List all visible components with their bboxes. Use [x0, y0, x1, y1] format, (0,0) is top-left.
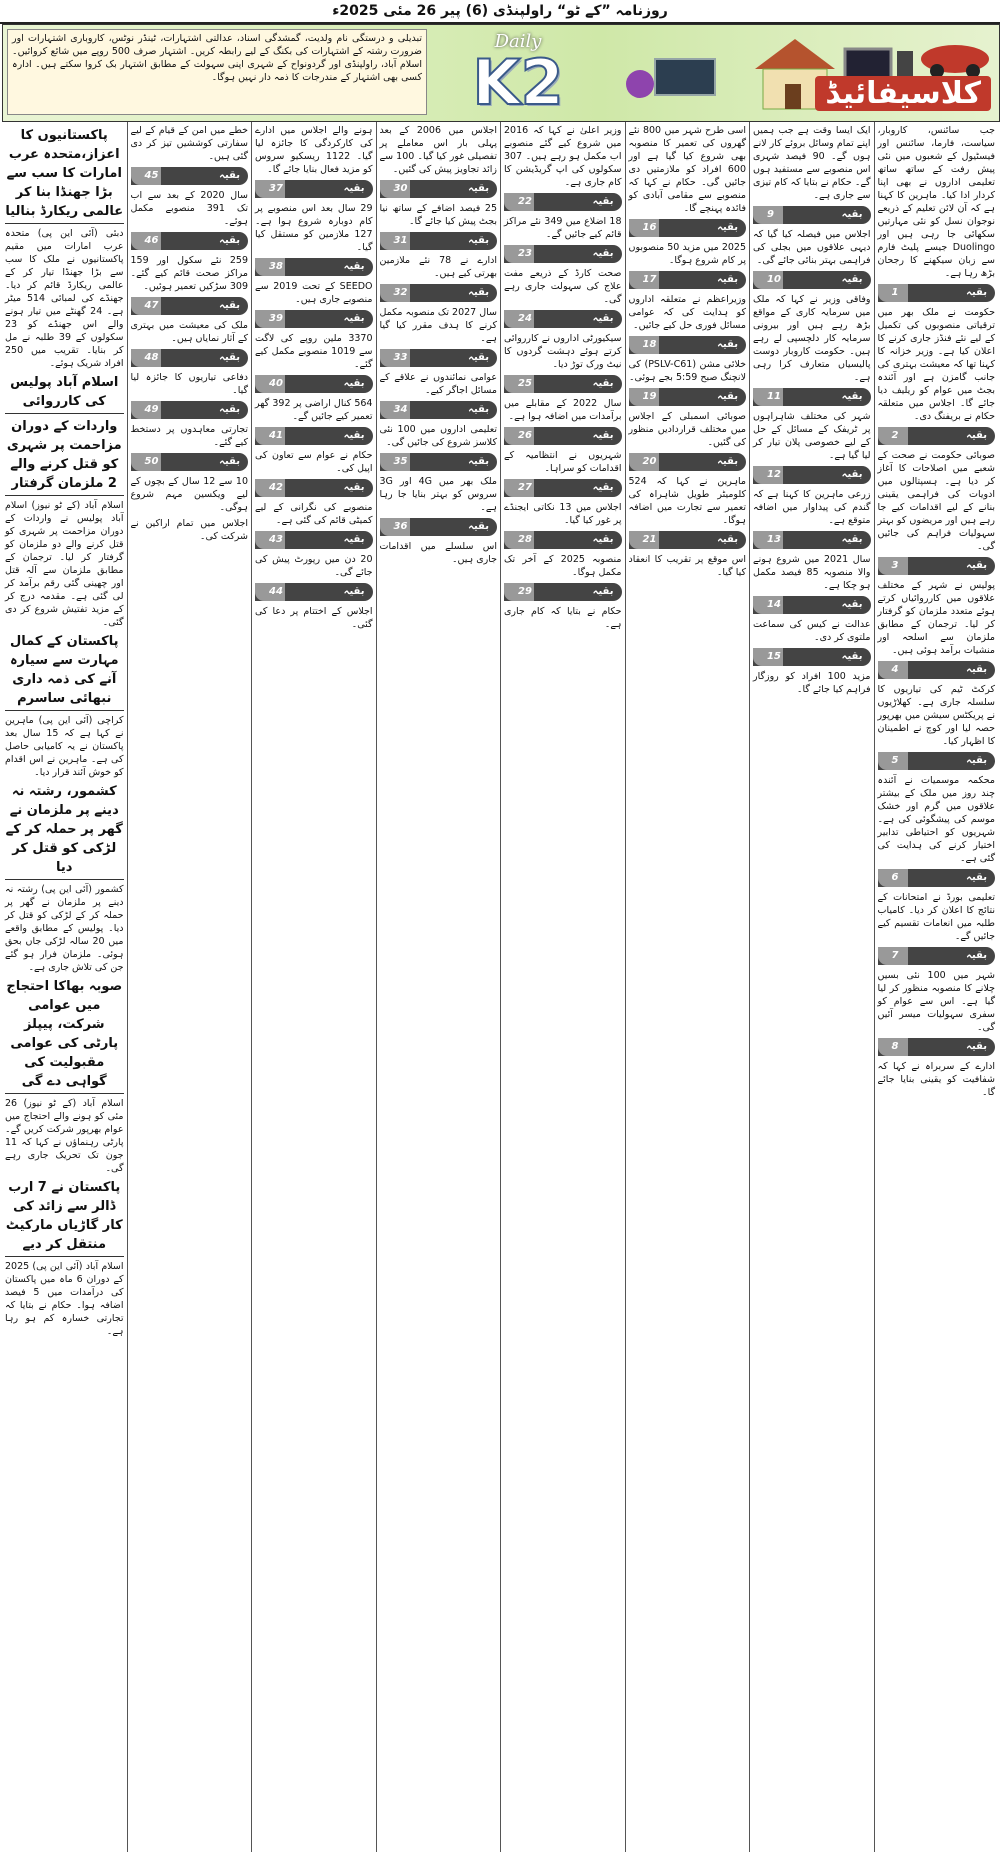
news-paragraph: اس سلسلے میں اقدامات جاری ہیں۔ [379, 541, 497, 565]
continuation-tag [131, 453, 249, 471]
news-headline: صوبہ بھاکا احتجاج میں عوامی شرکت، پیپلز پارٹی کی عوامی مقبولیت کی گواہی دے گی [5, 977, 124, 1094]
continuation-tag [255, 479, 373, 497]
news-paragraph: اسی طرح شہر میں 800 نئے گھروں کی تعمیر کا منصوبہ بھی شروع کیا گیا ہے اور 600 افراد کو ملازمتیں دی جائیں گی۔ حکام نے کہا کہ منصوبے سے مقامی آبادی کو فائدہ پہنچے گا۔ [628, 125, 746, 214]
continuation-number: 42 [269, 482, 283, 493]
continuation-number: 7 [891, 950, 899, 961]
continuation-number: 24 [518, 313, 532, 324]
continuation-label: بقیہ [592, 482, 614, 493]
continuation-label: بقیہ [592, 248, 614, 259]
news-paragraph: کشمور (آئی این پی) رشتہ نہ دینے پر ملزمان نے گھر پر حملہ کر کے لڑکی کو قتل کر دیا۔ پولیس کے مطابق واقعے میں 20 سالہ لڑکی جاں بحق ہوئی۔ ملزمان فرار ہو گئے جن کی تلاش جاری ہے۔ [5, 884, 124, 973]
continuation-label: بقیہ [841, 651, 863, 662]
news-paragraph: تجارتی معاہدوں پر دستخط کیے گئے۔ [130, 424, 248, 448]
continuation-tag [131, 297, 249, 315]
column-1 [874, 122, 999, 1852]
news-paragraph: ادارے نے 78 نئے ملازمین بھرتی کیے ہیں۔ [379, 255, 497, 279]
continuation-number: 13 [767, 534, 781, 545]
continuation-number: 9 [767, 209, 774, 220]
continuation-number: 48 [144, 352, 159, 363]
continuation-tag [753, 271, 871, 289]
continuation-label: بقیہ [219, 352, 240, 363]
news-paragraph: حکام نے بتایا کہ کام جاری ہے۔ [504, 606, 622, 630]
continuation-number: 33 [393, 352, 408, 363]
continuation-tag [504, 310, 622, 328]
continuation-tag [255, 375, 373, 393]
news-paragraph: وفاقی وزیر نے کہا کہ ملک میں سرمایہ کاری کے مواقع بڑھ رہے ہیں اور بیرونی سرمایہ کار دلچسپی لے رہے ہیں۔ حکومت کاروبار دوست پالیسیاں متعارف کرا رہی ہے۔ [753, 294, 871, 383]
continuation-label: بقیہ [468, 404, 489, 415]
continuation-number: 15 [767, 651, 781, 662]
continuation-label: بقیہ [219, 300, 240, 311]
continuation-number: 21 [642, 534, 657, 545]
news-paragraph: اسلام آباد (کے ٹو نیوز) 26 مئی کو ہونے والے احتجاج میں عوام بھرپور شرکت کریں گے۔ پارٹی رہنماؤں نے کہا کہ 11 جون تک تحریک جاری رہے گی۔ [5, 1098, 124, 1174]
continuation-label: بقیہ [592, 586, 614, 597]
k2-logo [443, 29, 593, 117]
continuation-number: 2 [891, 430, 899, 441]
continuation-label: بقیہ [592, 313, 614, 324]
continuation-number: 38 [269, 261, 283, 272]
news-paragraph: 25 فیصد اضافے کے ساتھ نیا بجٹ پیش کیا جائے گا۔ [379, 203, 497, 227]
continuation-tag [131, 401, 249, 419]
continuation-tag [878, 1038, 996, 1056]
continuation-label: بقیہ [592, 196, 614, 207]
news-paragraph: دبئی (آئی این پی) متحدہ عرب امارات میں مقیم پاکستانیوں نے ملک کا سب سے بڑا جھنڈا تیار کر کے عالمی ریکارڈ قائم کر دیا۔ جھنڈے کی لمبائی 514 میٹر ہے۔ 24 گھنٹے میں تیار ہونے والے اس جھنڈے کو 23 سکولوں کے 39 طلبہ نے مل کر بنایا۔ تقریب میں 250 افراد شریک ہوئے۔ [5, 228, 124, 369]
continuation-label: بقیہ [343, 430, 365, 441]
continuation-label: بقیہ [717, 339, 738, 350]
continuation-number: 26 [518, 430, 532, 441]
continuation-label: بقیہ [219, 404, 240, 415]
continuation-number: 10 [767, 274, 781, 285]
continuation-number: 3 [891, 560, 899, 571]
continuation-number: 46 [144, 235, 159, 246]
continuation-tag [131, 232, 249, 250]
news-paragraph: اجلاس کے اختتام پر دعا کی گئی۔ [255, 606, 373, 630]
continuation-tag [380, 349, 498, 367]
news-paragraph: 2025 میں مزید 50 منصوبوں پر کام شروع ہوگا۔ [628, 242, 746, 266]
continuation-label: بقیہ [343, 261, 365, 272]
continuation-number: 14 [767, 599, 781, 610]
continuation-tag [753, 466, 871, 484]
news-paragraph: کراچی (آئی این پی) ماہرین نے کہا ہے کہ 15 سال بعد پاکستان نے یہ کامیابی حاصل کی ہے۔ ماہرین نے اس اقدام کو خوش آئند قرار دیا۔ [5, 715, 124, 778]
continuation-label: بقیہ [219, 456, 240, 467]
continuation-label: بقیہ [343, 378, 365, 389]
news-paragraph: شہر میں 100 نئی بسیں چلانے کا منصوبہ منظور کر لیا گیا ہے۔ اس سے عوام کو سفری سہولیات میسر آئیں گی۔ [877, 970, 996, 1033]
column-2 [749, 122, 874, 1852]
news-paragraph: سال 2021 میں شروع ہونے والا منصوبہ 85 فیصد مکمل ہو چکا ہے۔ [753, 554, 871, 591]
continuation-label: بقیہ [841, 599, 863, 610]
continuation-number: 4 [891, 664, 899, 675]
logo-k2-text: K2 [472, 46, 564, 119]
continuation-number: 35 [393, 456, 408, 467]
continuation-label: بقیہ [966, 1041, 987, 1052]
news-headline: اسلام آباد پولیس کی کارروائی [5, 373, 124, 414]
continuation-tag [504, 193, 622, 211]
continuation-number: 25 [518, 378, 532, 389]
continuation-number: 17 [642, 274, 657, 285]
continuation-number: 34 [393, 404, 408, 415]
news-paragraph: سال 2022 کے مقابلے میں برآمدات میں اضافہ ہوا ہے۔ [504, 398, 622, 422]
continuation-number: 23 [518, 248, 532, 259]
news-paragraph: صحت کارڈ کے ذریعے مفت علاج کی سہولت جاری رہے گی۔ [504, 268, 622, 305]
continuation-label: بقیہ [219, 170, 240, 181]
news-paragraph: 18 اضلاع میں 349 نئے مراکز قائم کیے جائیں گے۔ [504, 216, 622, 240]
continuation-tag [504, 427, 622, 445]
column-6 [251, 122, 376, 1852]
columns-container [2, 122, 998, 1852]
continuation-tag [255, 258, 373, 276]
continuation-label: بقیہ [343, 534, 365, 545]
continuation-number: 47 [144, 300, 159, 311]
continuation-tag [753, 388, 871, 406]
continuation-tag [504, 245, 622, 263]
classified-title: کلاسیفائیڈ [815, 76, 991, 111]
banner-notice: تبدیلی و درستگی نام ولدیت، گمشدگی اسناد، عدالتی اشتہارات، ٹینڈر نوٹس، کاروباری اشتہارات اور ضرورت رشتہ کے اشتہارات کی بکنگ کے لیے رابطہ کریں۔ اشتہار صرف 500 روپے میں شائع کروائیں۔ اسلام آباد، راولپنڈی اور گردونواح کے شہری اپنی سہولت کے مطابق اشتہار بک کروا سکتے ہیں۔ ادارہ کسی بھی اشتہار کے مندرجات کا ذمہ دار نہیں ہوگا۔ [7, 29, 427, 115]
continuation-number: 5 [891, 755, 899, 766]
continuation-number: 28 [518, 534, 532, 545]
continuation-tag [504, 479, 622, 497]
classified-illustration [615, 29, 995, 117]
news-paragraph: سال 2027 تک منصوبہ مکمل کرنے کا ہدف مقرر کیا گیا ہے۔ [379, 307, 497, 344]
continuation-number: 1 [891, 287, 899, 298]
continuation-number: 31 [393, 235, 408, 246]
continuation-label: بقیہ [468, 352, 489, 363]
continuation-label: بقیہ [966, 755, 987, 766]
news-paragraph: منصوبے کی نگرانی کے لیے کمیٹی قائم کی گئی ہے۔ [255, 502, 373, 526]
continuation-number: 39 [269, 313, 283, 324]
continuation-label: بقیہ [841, 391, 863, 402]
continuation-tag [753, 206, 871, 224]
continuation-tag [255, 531, 373, 549]
news-paragraph: عدالت نے کیس کی سماعت ملتوی کر دی۔ [753, 619, 871, 643]
continuation-tag [255, 427, 373, 445]
news-headline: پاکستانیوں کا اعزاز،متحدہ عرب امارات کا سب سے بڑا جھنڈا بنا کر عالمی ریکارڈ بنالیا [5, 126, 124, 224]
news-headline: پاکستان کے کمال مہارت سے سیارہ آنے کی ذمہ داری نبھائی ساسرم [5, 632, 124, 711]
continuation-tag [878, 947, 996, 965]
continuation-tag [504, 375, 622, 393]
continuation-label: بقیہ [343, 586, 365, 597]
news-paragraph: اس موقع پر تقریب کا انعقاد کیا گیا۔ [628, 554, 746, 578]
continuation-label: بقیہ [717, 456, 738, 467]
continuation-label: بقیہ [966, 560, 987, 571]
continuation-label: بقیہ [468, 521, 489, 532]
news-paragraph: 29 سال بعد اس منصوبے پر کام دوبارہ شروع ہوا ہے۔ 127 ملازمین کو مستقل کیا گیا۔ [255, 203, 373, 253]
continuation-number: 44 [269, 586, 283, 597]
news-paragraph: صوبائی اسمبلی کے اجلاس میں مختلف قراردادیں منظور کی گئیں۔ [628, 411, 746, 448]
continuation-tag [878, 869, 996, 887]
continuation-number: 43 [269, 534, 283, 545]
continuation-label: بقیہ [717, 391, 738, 402]
continuation-tag [629, 453, 747, 471]
continuation-label: بقیہ [966, 872, 987, 883]
continuation-number: 41 [269, 430, 283, 441]
continuation-label: بقیہ [343, 313, 365, 324]
continuation-number: 6 [891, 872, 899, 883]
news-paragraph: اجلاس میں 2006 کے بعد پہلی بار اس معاملے پر تفصیلی غور کیا گیا۔ 100 سے زائد تجاویز پیش کی گئیں۔ [379, 125, 498, 175]
continuation-label: بقیہ [717, 274, 738, 285]
continuation-tag [380, 180, 498, 198]
news-paragraph: اسلام آباد (کے ٹو نیوز) اسلام آباد پولیس نے واردات کے دوران مزاحمت پر شہری کو قتل کرنے والے دو ملزمان کو گرفتار کر لیا۔ ترجمان کے مطابق ملزمان سے آلہ قتل اور چھینی گئی رقم برآمد کر لی گئی ہے۔ مقدمہ درج کر کے مزید تفتیش شروع کر دی گئی۔ [5, 500, 124, 628]
news-headline: کشمور، رشتہ نہ دینے پر ملزمان نے گھر پر حملہ کر کے لڑکی کو قتل کر دیا [5, 782, 124, 880]
news-paragraph: مزید 100 افراد کو روزگار فراہم کیا جائے گا۔ [753, 671, 871, 695]
continuation-number: 50 [144, 456, 159, 467]
continuation-label: بقیہ [717, 534, 738, 545]
continuation-label: بقیہ [592, 534, 614, 545]
continuation-label: بقیہ [841, 209, 863, 220]
news-paragraph: شہریوں نے انتظامیہ کے اقدامات کو سراہا۔ [504, 450, 622, 474]
news-paragraph: وزیراعظم نے متعلقہ اداروں کو ہدایت کی کہ عوامی مسائل فوری حل کیے جائیں۔ [628, 294, 746, 331]
news-paragraph: SEEDO کے تحت 2019 سے منصوبے جاری ہیں۔ [255, 281, 373, 305]
continuation-number: 12 [767, 469, 781, 480]
news-headline: پاکستان نے 7 ارب ڈالر سے زائد کی کار گاڑیاں مارکیٹ منتقل کر دیے [5, 1178, 124, 1257]
continuation-tag [629, 336, 747, 354]
continuation-tag [753, 596, 871, 614]
continuation-label: بقیہ [592, 378, 614, 389]
news-paragraph: تعلیمی بورڈ نے امتحانات کے نتائج کا اعلان کر دیا۔ کامیاب طلبہ میں انعامات تقسیم کیے جائیں گے۔ [877, 892, 995, 942]
continuation-label: بقیہ [966, 950, 987, 961]
continuation-label: بقیہ [468, 183, 489, 194]
continuation-label: بقیہ [343, 183, 365, 194]
news-paragraph: پولیس نے شہر کے مختلف علاقوں میں کارروائیاں کرتے ہوئے متعدد ملزمان کو گرفتار کر لیا۔ ترجمان کے مطابق ملزمان سے اسلحہ اور منشیات برآمد ہوئی ہیں۔ [877, 580, 995, 656]
continuation-tag [629, 388, 747, 406]
continuation-number: 18 [642, 339, 657, 350]
news-paragraph: دفاعی تیاریوں کا جائزہ لیا گیا۔ [130, 372, 248, 396]
continuation-number: 40 [269, 378, 283, 389]
continuation-number: 11 [767, 391, 781, 402]
continuation-tag [629, 271, 747, 289]
continuation-tag [878, 557, 996, 575]
continuation-tag [629, 531, 747, 549]
news-paragraph: حکومت نے ملک بھر میں ترقیاتی منصوبوں کی تکمیل کے لیے نئے فنڈز جاری کرنے کا اعلان کیا ہے۔ وزیر خزانہ کا کہنا تھا کہ معیشت بہتری کی جانب گامزن ہے اور آئندہ بجٹ میں عوام کو ریلیف دیا جائے گا۔ اجلاس میں متعلقہ حکام نے بریفنگ دی۔ [877, 307, 995, 422]
column-5 [376, 122, 501, 1852]
continuation-label: بقیہ [966, 430, 987, 441]
continuation-tag [380, 232, 498, 250]
column-4 [500, 122, 625, 1852]
continuation-label: بقیہ [468, 287, 489, 298]
news-paragraph: اجلاس میں فیصلہ کیا گیا کہ دیہی علاقوں میں بجلی کی فراہمی بہتر بنائی جائے گی۔ [753, 229, 871, 266]
column-3 [625, 122, 750, 1852]
continuation-tag [878, 661, 996, 679]
continuation-number: 19 [642, 391, 657, 402]
news-paragraph: عوامی نمائندوں نے علاقے کے مسائل اجاگر کیے۔ [379, 372, 497, 396]
news-paragraph: 3370 ملین روپے کی لاگت سے 1019 منصوبے مکمل کیے گئے۔ [255, 333, 373, 370]
continuation-label: بقیہ [841, 274, 863, 285]
news-paragraph: محکمہ موسمیات نے آئندہ چند روز میں ملک کے بیشتر علاقوں میں گرم اور خشک موسم کی پیشگوئی کی ہے۔ شہریوں کو احتیاطی تدابیر اختیار کرنے کی ہدایت کی گئی ہے۔ [877, 775, 995, 864]
column-7 [127, 122, 252, 1852]
continuation-number: 29 [518, 586, 532, 597]
news-paragraph: حکام نے عوام سے تعاون کی اپیل کی۔ [255, 450, 373, 474]
news-paragraph: اجلاس میں 13 نکاتی ایجنڈے پر غور کیا گیا۔ [504, 502, 622, 526]
continuation-label: بقیہ [966, 287, 987, 298]
continuation-tag [255, 180, 373, 198]
news-paragraph: ہونے والے اجلاس میں ادارے کی کارکردگی کا جائزہ لیا گیا۔ 1122 ریسکیو سروس کو مزید فعال بنایا جائے گا۔ [255, 125, 373, 175]
continuation-tag [380, 284, 498, 302]
continuation-tag [504, 583, 622, 601]
continuation-number: 30 [393, 183, 408, 194]
continuation-label: بقیہ [592, 430, 614, 441]
continuation-number: 27 [518, 482, 532, 493]
continuation-label: بقیہ [841, 534, 863, 545]
news-paragraph: سال 2020 کے بعد سے اب تک 391 منصوبے مکمل ہوئے۔ [130, 190, 248, 227]
continuation-tag [380, 518, 498, 536]
continuation-number: 22 [518, 196, 532, 207]
news-paragraph: ادارے کے سربراہ نے کہا کہ شفافیت کو یقینی بنایا جائے گا۔ [877, 1061, 995, 1098]
continuation-label: بقیہ [966, 664, 987, 675]
continuation-label: بقیہ [468, 235, 489, 246]
continuation-tag [504, 531, 622, 549]
continuation-tag [753, 531, 871, 549]
news-paragraph: اسلام آباد (آئی این پی) 2025 کے دوران 6 ماہ میں پاکستان کی درآمدات میں 5 فیصد اضافہ ہوا۔ حکام نے بتایا کہ تجارتی خسارہ کم ہو رہا ہے۔ [5, 1261, 124, 1337]
news-paragraph: جب سائنس، کاروبار، سیاست، فارما، سائنس اور فیسٹیول کے شعبوں میں نئی پیش رفت کے ساتھ ساتھ تعلیمی اداروں نے بھی اپنا کردار ادا کیا۔ ماہرین کا کہنا ہے کہ آن لائن تعلیم کے ذریعے نوجوان نسل کو نئی مہارتیں سکھائی جا رہی ہیں اور Duolingo جیسے پلیٹ فارم سے زبان سیکھنے کا رجحان بڑھ رہا ہے۔ [877, 125, 995, 279]
continuation-label: بقیہ [468, 456, 489, 467]
continuation-number: 32 [393, 287, 408, 298]
continuation-label: بقیہ [343, 482, 365, 493]
continuation-tag [255, 310, 373, 328]
news-paragraph: ملک بھر میں 4G اور 3G سروس کو بہتر بنایا جا رہا ہے۔ [379, 476, 497, 513]
news-paragraph: خلائی مشن (PSLV-C61) کی لانچنگ صبح 5:59 بجے ہوئی۔ [628, 359, 746, 383]
news-paragraph: ایک ایسا وقت ہے جب ہمیں اپنے تمام وسائل بروئے کار لانے ہوں گے۔ 90 فیصد شہری اس منصوبے سے مستفید ہوں گے۔ حکام نے بتایا کہ کام تیزی سے جاری ہے۔ [753, 125, 871, 201]
continuation-tag [380, 453, 498, 471]
continuation-number: 36 [393, 521, 408, 532]
continuation-label: بقیہ [219, 235, 240, 246]
news-paragraph: سیکیورٹی اداروں نے کارروائی کرتے ہوئے دہشت گردوں کا نیٹ ورک توڑ دیا۔ [504, 333, 622, 370]
news-paragraph: 564 کنال اراضی پر 392 گھر تعمیر کیے جائیں گے۔ [255, 398, 373, 422]
column-8 [2, 122, 127, 1852]
continuation-number: 49 [144, 404, 159, 415]
logo-daily-text: Daily [494, 31, 542, 52]
continuation-number: 8 [891, 1041, 899, 1052]
continuation-label: بقیہ [717, 222, 738, 233]
continuation-tag [131, 167, 249, 185]
news-paragraph: 10 سے 12 سال کے بچوں کے لیے ویکسین مہم شروع ہوگی۔ [130, 476, 248, 513]
news-paragraph: صوبائی حکومت نے صحت کے شعبے میں اصلاحات کا آغاز کر دیا ہے۔ ہسپتالوں میں ادویات کی فراہمی یقینی بنانے کے لیے اقدامات کیے جا رہے ہیں اور مریضوں کو بہتر سہولیات فراہم کی جائیں گی۔ [877, 450, 995, 552]
news-paragraph: تعلیمی اداروں میں 100 نئی کلاسز شروع کی جائیں گی۔ [379, 424, 498, 448]
news-paragraph: خطے میں امن کے قیام کے لیے سفارتی کوششیں تیز کر دی گئی ہیں۔ [130, 125, 248, 162]
continuation-tag [753, 648, 871, 666]
continuation-tag [878, 284, 996, 302]
continuation-number: 37 [269, 183, 283, 194]
continuation-number: 45 [144, 170, 159, 181]
continuation-tag [878, 427, 996, 445]
news-paragraph: ملک کی معیشت میں بہتری کے آثار نمایاں ہیں۔ [130, 320, 248, 344]
news-paragraph: وزیر اعلیٰ نے کہا کہ 2016 میں شروع کیے گئے منصوبے اب مکمل ہو رہے ہیں۔ 307 سکولوں کی اپ گریڈیشن کا کام جاری ہے۔ [504, 125, 622, 188]
continuation-tag [255, 583, 373, 601]
news-paragraph: منصوبہ 2025 کے آخر تک مکمل ہوگا۔ [504, 554, 622, 578]
news-paragraph: شہر کی مختلف شاہراہوں پر ٹریفک کے مسائل کے حل کے لیے خصوصی پلان تیار کر لیا گیا ہے۔ [753, 411, 871, 461]
news-paragraph: زرعی ماہرین کا کہنا ہے کہ گندم کی پیداوار میں اضافہ متوقع ہے۔ [753, 489, 871, 526]
news-paragraph: 259 نئے سکول اور 159 مراکز صحت قائم کیے گئے۔ 309 سڑکیں تعمیر ہوئیں۔ [130, 255, 248, 292]
classified-banner [2, 24, 1000, 122]
news-headline: واردات کے دوران مزاحمت پر شہری کو قتل کرنے والے 2 ملزمان گرفتار [5, 417, 124, 496]
continuation-tag [629, 219, 747, 237]
continuation-tag [380, 401, 498, 419]
continuation-label: بقیہ [841, 469, 863, 480]
continuation-tag [131, 349, 249, 367]
news-paragraph: 20 دن میں رپورٹ پیش کی جائے گی۔ [255, 554, 373, 578]
dateline: روزنامہ ”کے ٹو“ راولپنڈی (6) پیر 26 مئی 2025ء [0, 0, 1000, 24]
news-paragraph: اجلاس میں تمام اراکین نے شرکت کی۔ [130, 518, 248, 542]
continuation-tag [878, 752, 996, 770]
news-paragraph: کرکٹ ٹیم کی تیاریوں کا سلسلہ جاری ہے۔ کھلاڑیوں نے پریکٹس سیشن میں بھرپور حصہ لیا اور کوچ نے اطمینان کا اظہار کیا۔ [877, 684, 995, 747]
continuation-number: 20 [642, 456, 657, 467]
news-paragraph: ماہرین نے کہا کہ 524 کلومیٹر طویل شاہراہ کی تعمیر سے تجارت میں اضافہ ہوگا۔ [628, 476, 746, 526]
continuation-number: 16 [642, 222, 657, 233]
